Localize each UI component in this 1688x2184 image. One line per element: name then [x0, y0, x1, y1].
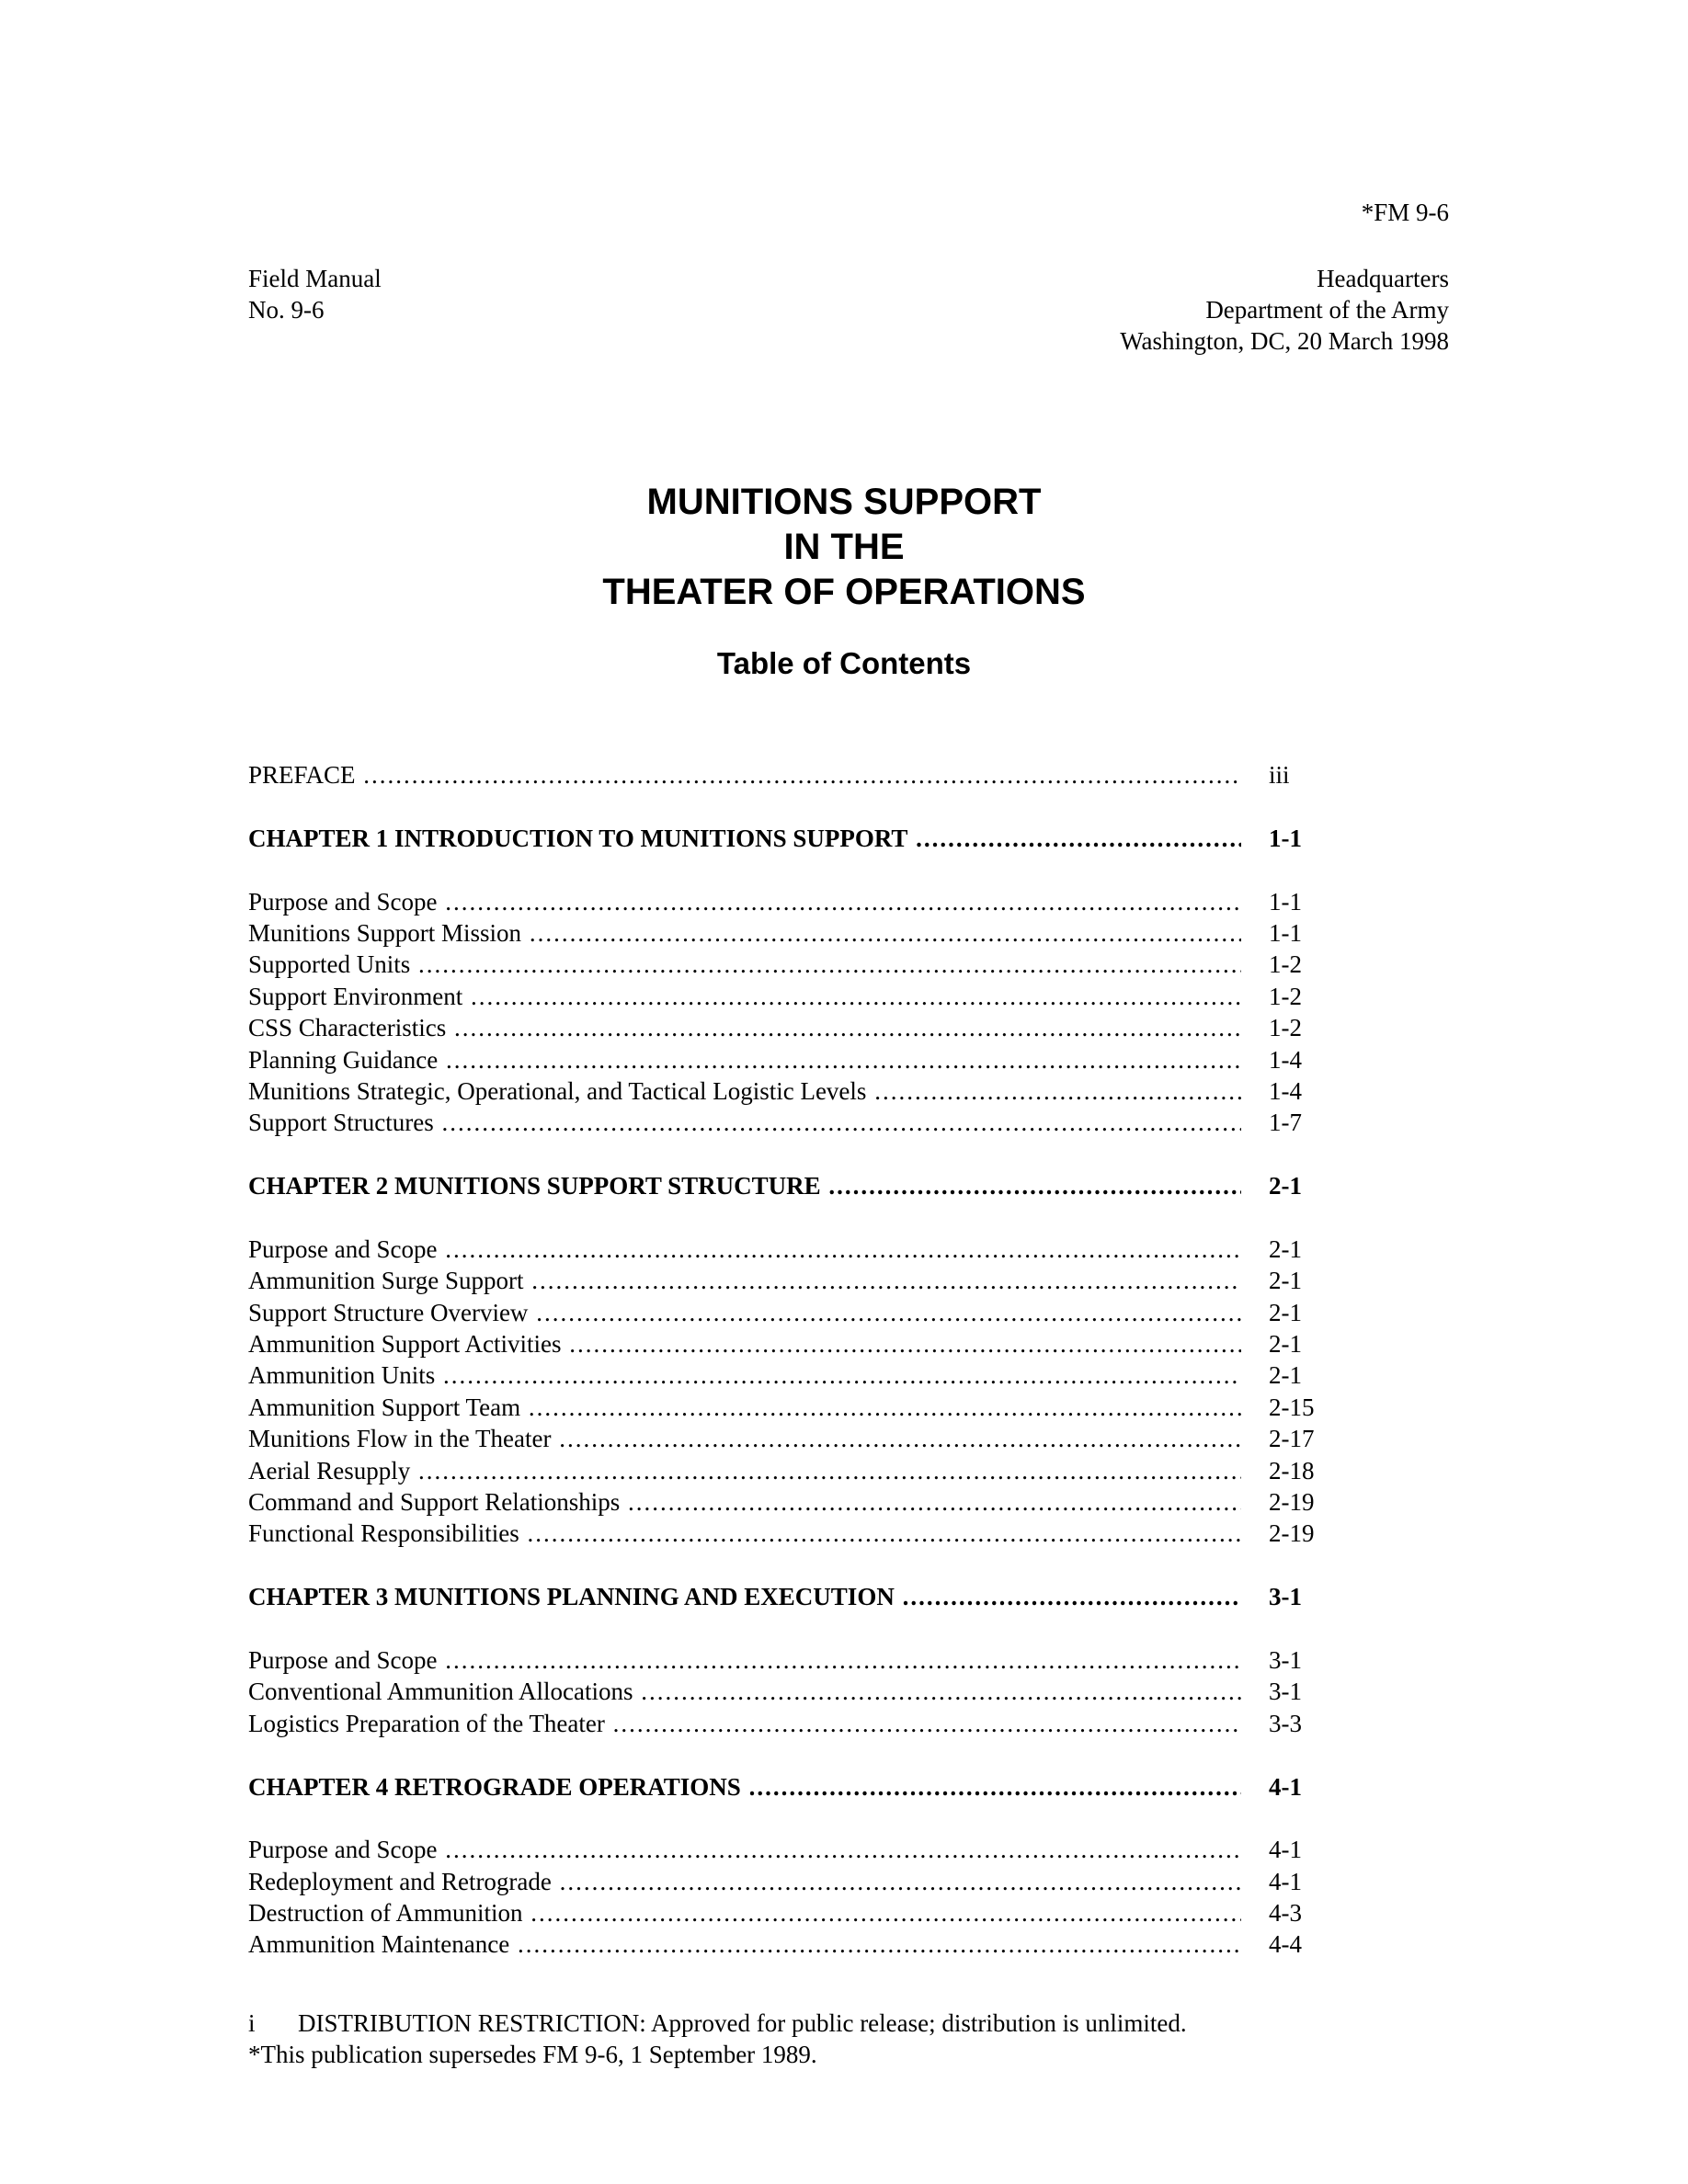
toc-chapter-text: CHAPTER 1 INTRODUCTION TO MUNITIONS SUPPORT .....: [248, 823, 1241, 854]
toc-entry-text: Conventional Ammunition Allocations .....: [248, 1676, 1241, 1707]
toc-entry-preface[interactable]: [248, 759, 1315, 791]
distribution-restriction: DISTRIBUTION RESTRICTION: Approved for public release; distribution is unlimited.: [298, 2009, 1187, 2037]
toc-entry-text: Munitions Flow in the Theater .....: [248, 1423, 1241, 1454]
manual-type: Field Manual: [248, 265, 382, 292]
manual-identifier: [248, 263, 382, 325]
toc-entry-page: 2-1: [1269, 1330, 1302, 1359]
toc-entry[interactable]: [248, 1075, 1315, 1107]
toc-entry-page: 3-1: [1269, 1678, 1302, 1706]
toc-entry-text: Ammunition Support Activities .....: [248, 1328, 1241, 1359]
toc-entry-page: 3-3: [1269, 1709, 1302, 1737]
toc-entry-page: 2-1: [1269, 1267, 1302, 1295]
toc-entry-text: Functional Responsibilities .....: [248, 1518, 1241, 1549]
toc-entry-page: 1-2: [1269, 950, 1302, 979]
toc-chapter-page: 2-1: [1269, 1172, 1302, 1200]
toc-entry-text: Supported Units .....: [248, 949, 1241, 980]
document-title: [0, 480, 1688, 615]
document-code: *FM 9-6: [1361, 199, 1449, 226]
toc-entry-text: Redeployment and Retrograde .....: [248, 1866, 1241, 1897]
toc-entry-text: Support Structures .....: [248, 1107, 1241, 1138]
toc-entry-page: 1-2: [1269, 982, 1302, 1010]
toc-entry-text: Purpose and Scope .....: [248, 1834, 1241, 1865]
footer-notes: [248, 2008, 1187, 2070]
toc-entry[interactable]: [248, 981, 1315, 1012]
toc-entry[interactable]: [248, 1234, 1315, 1265]
toc-entry-text: Ammunition Support Team .....: [248, 1392, 1241, 1423]
title-line-1: MUNITIONS SUPPORT: [646, 482, 1042, 522]
toc-entry-text: Aerial Resupply .....: [248, 1455, 1241, 1486]
toc-chapter-3[interactable]: [248, 1581, 1315, 1612]
toc-entry-page: 4-4: [1269, 1930, 1302, 1959]
toc-entry-text: Planning Guidance .....: [248, 1044, 1241, 1075]
toc-entry-page: 1-1: [1269, 918, 1302, 947]
toc-chapter-text: CHAPTER 3 MUNITIONS PLANNING AND EXECUTION .....: [248, 1581, 1241, 1612]
toc-entry[interactable]: [248, 1866, 1315, 1897]
toc-entry[interactable]: [248, 1328, 1315, 1359]
toc-entry-text: Purpose and Scope .....: [248, 886, 1241, 917]
toc-entry-text: Command and Support Relationships .....: [248, 1486, 1241, 1518]
toc-entry-page: 2-18: [1269, 1456, 1315, 1484]
toc-chapter-page: 3-1: [1269, 1583, 1302, 1611]
toc-entry-page: 2-19: [1269, 1487, 1315, 1516]
toc-entry[interactable]: [248, 1012, 1315, 1043]
toc-chapter-4[interactable]: [248, 1771, 1315, 1803]
toc-entry[interactable]: [248, 1455, 1315, 1486]
table-of-contents: [248, 759, 1315, 1961]
toc-entry-text: Support Environment .....: [248, 981, 1241, 1012]
title-line-2: IN THE: [783, 527, 905, 567]
toc-entry[interactable]: [248, 1265, 1315, 1296]
toc-entry-text: Ammunition Maintenance .....: [248, 1928, 1241, 1960]
toc-entry-page: 1-4: [1269, 1076, 1302, 1105]
toc-chapter-page: 1-1: [1269, 824, 1302, 852]
toc-chapter-text: CHAPTER 4 RETROGRADE OPERATIONS .....: [248, 1771, 1241, 1803]
toc-entry[interactable]: [248, 949, 1315, 980]
toc-entry-page: 4-3: [1269, 1899, 1302, 1928]
toc-entry-page: 1-1: [1269, 887, 1302, 916]
toc-entry-page: 2-15: [1269, 1393, 1315, 1421]
toc-entry-page: 1-2: [1269, 1014, 1302, 1042]
issuing-authority: [1120, 263, 1449, 357]
toc-entry-text: Munitions Strategic, Operational, and Tactical Logistic Levels .....: [248, 1075, 1241, 1107]
toc-entry-text: Destruction of Ammunition .....: [248, 1897, 1241, 1928]
toc-chapter-text: CHAPTER 2 MUNITIONS SUPPORT STRUCTURE .....: [248, 1170, 1241, 1201]
headquarters-label: Headquarters: [1317, 265, 1449, 292]
toc-entry[interactable]: [248, 1676, 1315, 1707]
toc-entry[interactable]: [248, 1518, 1315, 1549]
toc-entry[interactable]: [248, 886, 1315, 917]
toc-entry-page: iii: [1269, 761, 1290, 789]
toc-entry[interactable]: [248, 1834, 1315, 1865]
toc-entry[interactable]: [248, 1708, 1315, 1739]
toc-entry-text: Logistics Preparation of the Theater .....: [248, 1708, 1241, 1739]
toc-entry-page: 2-1: [1269, 1361, 1302, 1390]
toc-heading: Table of Contents: [716, 646, 972, 680]
toc-entry[interactable]: [248, 1423, 1315, 1454]
manual-number: No. 9-6: [248, 296, 325, 324]
toc-entry[interactable]: [248, 1044, 1315, 1075]
toc-entry-page: 2-19: [1269, 1519, 1315, 1548]
toc-entry-text: Purpose and Scope .....: [248, 1234, 1241, 1265]
toc-entry[interactable]: [248, 1107, 1315, 1138]
toc-entry-page: 4-1: [1269, 1867, 1302, 1895]
toc-entry-text: Purpose and Scope .....: [248, 1644, 1241, 1676]
location-date: Washington, DC, 20 March 1998: [1120, 327, 1449, 355]
toc-entry-text: Munitions Support Mission .....: [248, 917, 1241, 949]
toc-entry-page: 2-17: [1269, 1425, 1315, 1453]
toc-entry-page: 2-1: [1269, 1298, 1302, 1326]
toc-entry-page: 2-1: [1269, 1234, 1302, 1263]
toc-entry-page: 3-1: [1269, 1645, 1302, 1674]
toc-chapter-2[interactable]: [248, 1170, 1315, 1201]
toc-entry[interactable]: [248, 1644, 1315, 1676]
toc-entry[interactable]: [248, 1486, 1315, 1518]
toc-chapter-page: 4-1: [1269, 1772, 1302, 1801]
toc-entry-text: PREFACE .....: [248, 759, 1241, 791]
toc-entry-text: CSS Characteristics .....: [248, 1012, 1241, 1043]
supersedes-note: *This publication supersedes FM 9-6, 1 September 1989.: [248, 2041, 817, 2068]
toc-chapter-1[interactable]: [248, 823, 1315, 854]
department-label: Department of the Army: [1205, 296, 1449, 324]
toc-entry-page: 4-1: [1269, 1836, 1302, 1864]
distribution-line: [248, 2008, 1187, 2039]
toc-entry[interactable]: [248, 1392, 1315, 1423]
page-marker: i: [248, 2009, 256, 2037]
toc-entry-text: Support Structure Overview .....: [248, 1297, 1241, 1328]
toc-entry-page: 1-4: [1269, 1045, 1302, 1074]
toc-entry[interactable]: [248, 1897, 1315, 1928]
toc-entry[interactable]: [248, 1928, 1315, 1960]
title-line-3: THEATER OF OPERATIONS: [602, 572, 1086, 612]
toc-entry[interactable]: [248, 1297, 1315, 1328]
toc-entry-page: 1-7: [1269, 1109, 1302, 1137]
toc-entry[interactable]: [248, 1359, 1315, 1391]
toc-entry[interactable]: [248, 917, 1315, 949]
toc-entry-text: Ammunition Units .....: [248, 1359, 1241, 1391]
toc-entry-text: Ammunition Surge Support .....: [248, 1265, 1241, 1296]
